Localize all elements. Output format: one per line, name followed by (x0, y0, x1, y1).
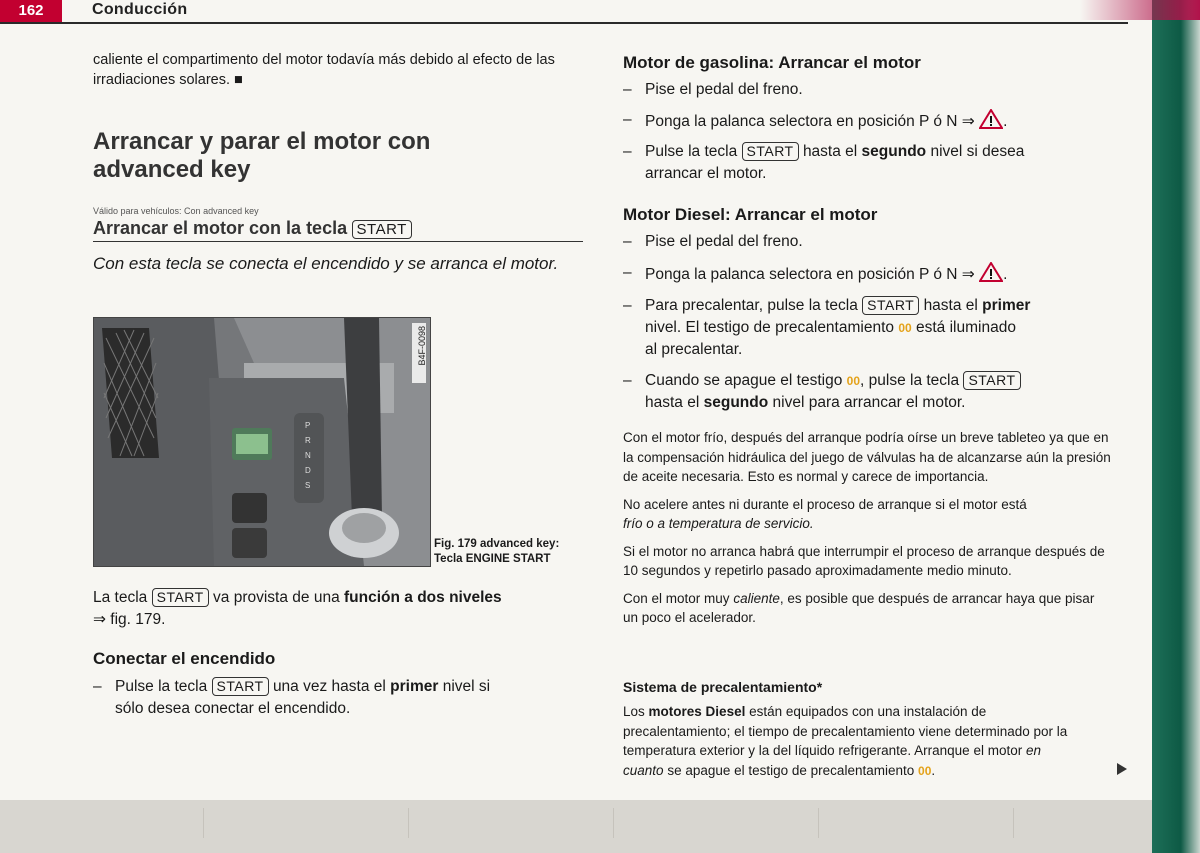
intro-paragraph (93, 50, 583, 90)
diesel-title: Motor Diesel: Arrancar el motor (623, 205, 878, 224)
start-key: START (212, 677, 269, 696)
bold-text: primer (982, 297, 1031, 314)
preheat-glow-icon: 00 (918, 763, 932, 778)
figure-illustration (94, 318, 430, 566)
preheat-glow-icon: 00 (898, 321, 912, 335)
text: nivel si desea (930, 143, 1025, 160)
svg-text:P: P (305, 421, 311, 430)
diesel-step-2: – Ponga la palanca selectora en posición P ó N ⇒ . (623, 262, 1093, 286)
bold-text: segundo (703, 394, 769, 411)
figure-caption (434, 537, 584, 567)
text: se apague el testigo de precalentamiento (667, 762, 915, 778)
svg-text:N: N (305, 451, 311, 460)
warning-icon (979, 262, 1003, 282)
text: hasta el (645, 394, 700, 411)
side-thumb-top (1080, 0, 1200, 20)
index-tab (405, 808, 614, 838)
ignition-steps (93, 676, 583, 720)
intro-text: caliente el compartimento del motor todavía más debido al efecto de las irradiaciones solares. ■ (93, 52, 555, 88)
figure-reference: ⇒ fig. 179. (93, 611, 166, 628)
svg-text:R: R (305, 436, 311, 445)
text: Con el motor muy (623, 590, 730, 606)
section-title: Arrancar y parar el motor con advanced key (93, 128, 431, 183)
diesel-step-3 (623, 295, 1093, 361)
text: Pulse la tecla (115, 678, 208, 695)
validity-note: Válido para vehículos: Con advanced key (93, 206, 259, 216)
index-tab (610, 808, 819, 838)
gas-title: Motor de gasolina: Arrancar el motor (623, 53, 921, 72)
ignition-step (93, 676, 583, 720)
ignition-title: Conectar el encendido (93, 649, 276, 668)
text: La tecla (93, 589, 148, 606)
text: arrancar el motor. (645, 165, 767, 182)
notes (623, 428, 1113, 636)
bold-text: segundo (861, 143, 927, 160)
chapter-title: Conducción (92, 1, 188, 18)
bold-text: motores Diesel (648, 704, 746, 719)
preheat-title: Sistema de precalentamiento* (623, 679, 823, 695)
italic-text: en cuanto (623, 743, 1042, 778)
diesel-steps (623, 231, 1093, 414)
text: Cuando se apague el testigo (645, 372, 843, 389)
bleed-through-text (560, 58, 620, 318)
text: al precalentar. (645, 341, 743, 358)
text: va provista de una (213, 589, 340, 606)
svg-text:D: D (305, 466, 311, 475)
two-levels-line (93, 587, 583, 609)
index-tab (1010, 808, 1138, 838)
text: están equipados con una instalación de precalentamiento; el tiempo de precalentamiento viene determinado por la temperatura exterior y la del líquido refrigerante. Arranque el motor (623, 704, 1068, 758)
two-levels-paragraph (93, 587, 583, 631)
bold-text: función a dos niveles (344, 589, 502, 606)
text: Los (623, 704, 645, 719)
start-key: START (862, 296, 919, 315)
note-cold-engine: Con el motor frío, después del arranque podría oírse un breve tableteo ya que en la compensación hidráulica del juego de válvulas ha de alcanzarse aún la presión de aceite necesaria. Esto es normal y carece de importancia. (623, 430, 1111, 484)
bottom-index-band (0, 800, 1152, 853)
text: No acelere antes ni durante el proceso de arranque si el motor está (623, 496, 1027, 512)
italic-text: frío o a temperatura de servicio. (623, 516, 814, 531)
gas-step-1: – Pise el pedal del freno. (623, 79, 1093, 101)
text: hasta el (923, 297, 978, 314)
text: , pulse la tecla (860, 372, 960, 389)
text: Ponga la palanca selectora en posición P ó N ⇒ (645, 266, 975, 283)
page-number: 162 (0, 0, 62, 22)
continue-arrow-icon (1117, 763, 1127, 775)
text: hasta el (802, 143, 858, 160)
text: Ponga la palanca selectora en posición P ó N ⇒ (645, 113, 975, 130)
lead-text: Con esta tecla se conecta el encendido y se arranca el motor. (93, 254, 559, 273)
bold-text: primer (390, 678, 439, 695)
preheat-paragraph: Los motores Diesel están equipados con una instalación de precalentamiento; el tiempo de precalentamiento viene determinado por la temperatura exterior y la del líquido refrigerante. Arranque el motor en cuanto se apague el testigo de precalentamiento 00. (623, 704, 1068, 778)
diesel-step-4 (623, 370, 1093, 414)
index-tab (20, 808, 204, 838)
preheat-glow-icon: 00 (846, 374, 861, 388)
text: sólo desea conectar el encendido. (115, 700, 351, 717)
subsection-title (93, 218, 583, 242)
warning-icon (979, 109, 1003, 129)
text: está iluminado (916, 319, 1016, 336)
text: nivel si (442, 678, 491, 695)
gas-step-2: – Ponga la palanca selectora en posición P ó N ⇒ . (623, 109, 1093, 133)
figure-caption-line-2: Tecla ENGINE START (434, 553, 551, 565)
figure-code: B4F-0098 (417, 326, 427, 366)
text: nivel para arrancar el motor. (772, 394, 966, 411)
diesel-step-1: – Pise el pedal del freno. (623, 231, 1093, 253)
text: una vez hasta el (272, 678, 386, 695)
text: Pulse la tecla (645, 143, 738, 160)
gas-steps (623, 79, 1093, 185)
header-rule (0, 22, 1128, 24)
italic-text: caliente (733, 590, 780, 606)
note-no-accelerate (623, 495, 1113, 534)
note-no-start: Si el motor no arranca habrá que interrumpir el proceso de arranque después de 10 segundos y repetirlo pasado aproximadamente medio minuto. (623, 543, 1105, 578)
figure-engine-start (93, 317, 431, 567)
start-key: START (963, 371, 1020, 390)
index-tab (815, 808, 1014, 838)
index-tab (200, 808, 409, 838)
start-key: START (152, 588, 209, 607)
text: , es posible que después de arrancar haya que pisar un poco el acelerador. (623, 590, 1095, 625)
gas-step-3 (623, 141, 1093, 185)
note-hot-engine (623, 589, 1113, 628)
svg-text:S: S (305, 481, 311, 490)
start-key: START (352, 220, 412, 239)
subsection-title-text: Arrancar el motor con la tecla (93, 218, 348, 238)
figure-caption-line-1: Fig. 179 advanced key: (434, 538, 560, 550)
side-thumb-tab (1152, 0, 1200, 853)
start-key: START (742, 142, 799, 161)
text: Para precalentar, pulse la tecla (645, 297, 858, 314)
text: nivel. El testigo de precalentamiento (645, 319, 895, 336)
